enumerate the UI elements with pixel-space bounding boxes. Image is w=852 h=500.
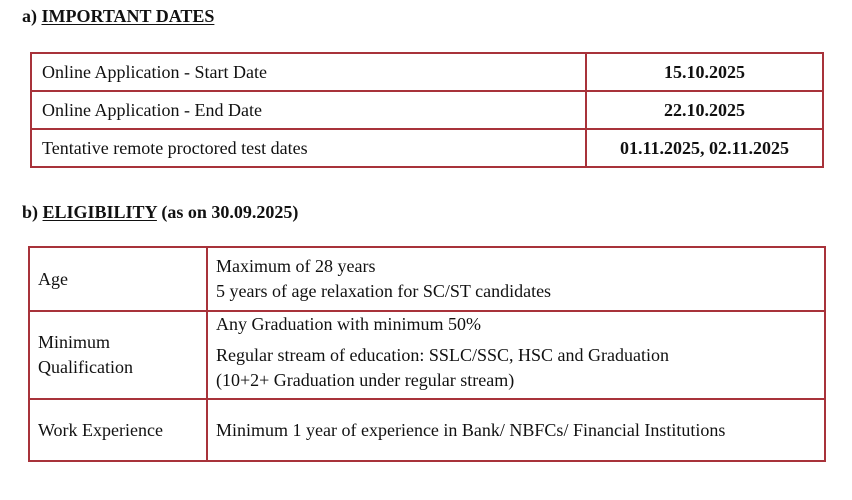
table-row: [29, 399, 825, 461]
criteria-label-line: Qualification: [38, 357, 133, 377]
date-label: Online Application - Start Date: [31, 53, 586, 91]
table-row: [29, 247, 825, 311]
date-label: Tentative remote proctored test dates: [31, 129, 586, 167]
eligibility-table: [28, 246, 826, 462]
table-row: [31, 91, 823, 129]
criteria-detail: [207, 311, 825, 399]
date-value: 01.11.2025, 02.11.2025: [586, 129, 823, 167]
criteria-detail: [207, 399, 825, 461]
criteria-label-line: Minimum: [38, 332, 111, 352]
date-value: 15.10.2025: [586, 53, 823, 91]
criteria-label-line: Work Experience: [38, 419, 163, 440]
criteria-label: [29, 311, 207, 399]
important-dates-heading: [22, 6, 214, 27]
table-row: [29, 311, 825, 399]
criteria-label: [29, 247, 207, 311]
detail-line: Minimum 1 year of experience in Bank/ NBFCs/ Financial Institutions: [216, 419, 726, 440]
eligibility-heading: [22, 202, 298, 223]
important-dates-table: [30, 52, 824, 168]
detail-line: 5 years of age relaxation for SC/ST candidates: [216, 281, 552, 301]
section-b-label: b): [22, 202, 39, 222]
detail-line: Any Graduation with minimum 50%: [216, 314, 481, 334]
criteria-label-line: Age: [38, 268, 68, 289]
criteria-label: [29, 399, 207, 461]
important-dates-title: IMPORTANT DATES: [41, 6, 215, 26]
date-label: Online Application - End Date: [31, 91, 586, 129]
table-row: [31, 53, 823, 91]
detail-line: (10+2+ Graduation under regular stream): [216, 370, 515, 390]
criteria-detail: [207, 247, 825, 311]
detail-line: Regular stream of education: SSLC/SSC, HSC and Graduation: [216, 345, 669, 365]
date-value: 22.10.2025: [586, 91, 823, 129]
detail-line: Maximum of 28 years: [216, 256, 376, 276]
table-row: [31, 129, 823, 167]
section-a-label: a): [22, 6, 37, 26]
eligibility-title: ELIGIBILITY: [42, 202, 157, 222]
eligibility-as-on: (as on 30.09.2025): [161, 202, 299, 222]
